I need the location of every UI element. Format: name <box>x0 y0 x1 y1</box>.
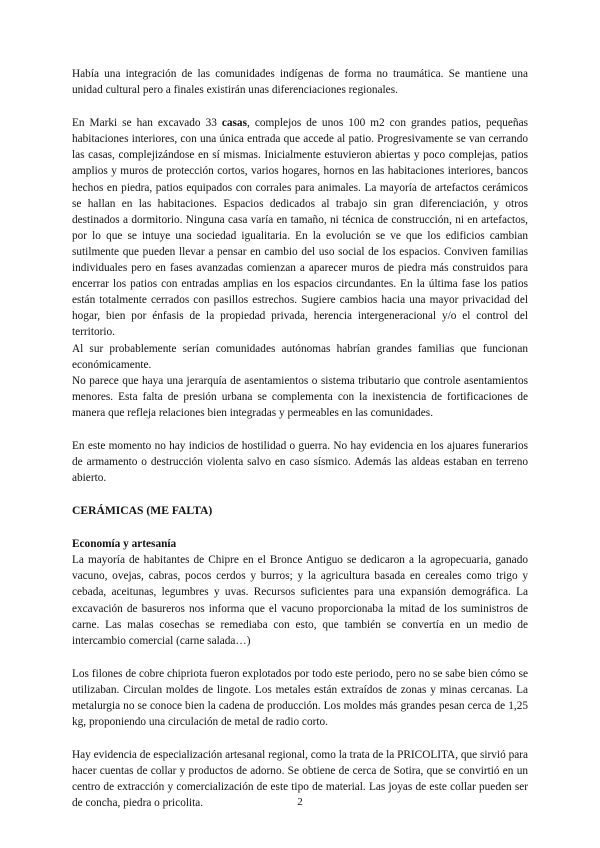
paragraph-marki <box>72 115 528 340</box>
paragraph-marki-bold: casas <box>221 117 247 130</box>
paragraph-marki-start: En Marki se han excavado 33 <box>72 117 222 130</box>
page-number: 2 <box>297 796 303 808</box>
paragraph-integracion: Había una integración de las comunidades indígenas de forma no traumática. Se mantiene una unidad cultural pero a finales existirán unas diferenciaciones regionales. <box>72 68 528 97</box>
paragraph-sur: Al sur probablemente serían comunidades autónomas habrían grandes familias que funcionan económicamente. <box>72 342 528 371</box>
paragraph-pricolita-term: PRICOLITA <box>397 749 456 762</box>
paragraph-agropecuaria: La mayoría de habitantes de Chipre en el Bronce Antiguo se dedicaron a la agropecuaria, ganado vacuno, ovejas, cabras, pocos cerdos y burros; y la agricultura basada en cereales como trigo y cebada, aceitunas, legumbres y uvas. Recursos suficientes para una expansión demográfica. La excavación de basureros nos informa que el vacuno proporcionaba la mitad de los suministros de carne. Las malas cosechas se remediaba con esto, que también se convertía en un medio de intercambio comercial (carne salada…) <box>72 554 528 647</box>
heading-economia: Economía y artesanía <box>72 538 177 551</box>
paragraph-cobre: Los filones de cobre chipriota fueron explotados por todo este periodo, pero no se sabe bien cómo se utilizaban. Circulan moldes de lingote. Los metales están extraídos de zonas y minas cercanas. La metalurgia no se conoce bien la cadena de producción. Los moldes más grandes pesan cerca de 1,25 kg, proponiendo una circulación de metal de radio corto. <box>72 667 528 729</box>
document-body <box>72 66 528 812</box>
paragraph-hostilidad: En este momento no hay indicios de hostilidad o guerra. No hay evidencia en los ajuares funerarios de armamento o destrucción violenta salvo en caso sísmico. Además las aldeas estaban en terreno abierto. <box>72 439 528 485</box>
heading-ceramicas: CERÁMICAS (ME FALTA) <box>72 504 213 518</box>
paragraph-jerarquia: No parece que haya una jerarquía de asentamientos o sistema tributario que controle asentamientos menores. Esta falta de presión urbana se complementa con la inexistencia de fortificaciones de manera que refleja relaciones bien integradas y permeables en las comunidades. <box>72 374 528 419</box>
paragraph-pricolita-start: Hay evidencia de especialización artesanal regional, como la trata de la <box>72 749 398 762</box>
paragraph-pricolita-rest: , que sirvió para hacer cuentas de collar y productos de adorno. Se obtiene de cerca de Sotira, que se convirtió en un centro de extracción y comercialización de este tipo de material. Las joyas de este collar pueden ser de concha, piedra o pricolita. <box>72 749 529 810</box>
paragraph-marki-rest: , complejos de unos 100 m2 con grandes patios, pequeñas habitaciones interiores, con una única entrada que accede al patio. Progresivamente se van cerrando las casas, complejizándose en sí mismas. Inicialmente estuvieron abiertas y poco complejas, patios amplios y muros de protección cortos, varios hogares, hornos en las habitaciones interiores, bancos hechos en piedra, patios equipados con corrales para animales. La mayoría de artefactos cerámicos se hallan en las habitaciones. Espacios dedicados al trabajo sin gran diferenciación, y otros destinados a dormitorio. Ninguna casa varía en tamaño, ni técnica de construcción, ni en artefactos, por lo que se intuye una sociedad igualitaria. En la evolución se ve que los edificios cambian sutilmente que pueden llevar a pensar en cambio del uso social de los espacios. Conviven familias individuales pero en fases avanzadas comienzan a aparecer muros de piedra más construidos para encerrar los patios con entradas amplias en los espacios circundantes. En la última fase los patios están totalmente cerrados con pasillos estrechos. Sugiere cambios hacia una mayor privacidad del hogar, bien por énfasis de la propiedad privada, herencia intergeneracional y/o el control del territorio. <box>72 117 528 339</box>
